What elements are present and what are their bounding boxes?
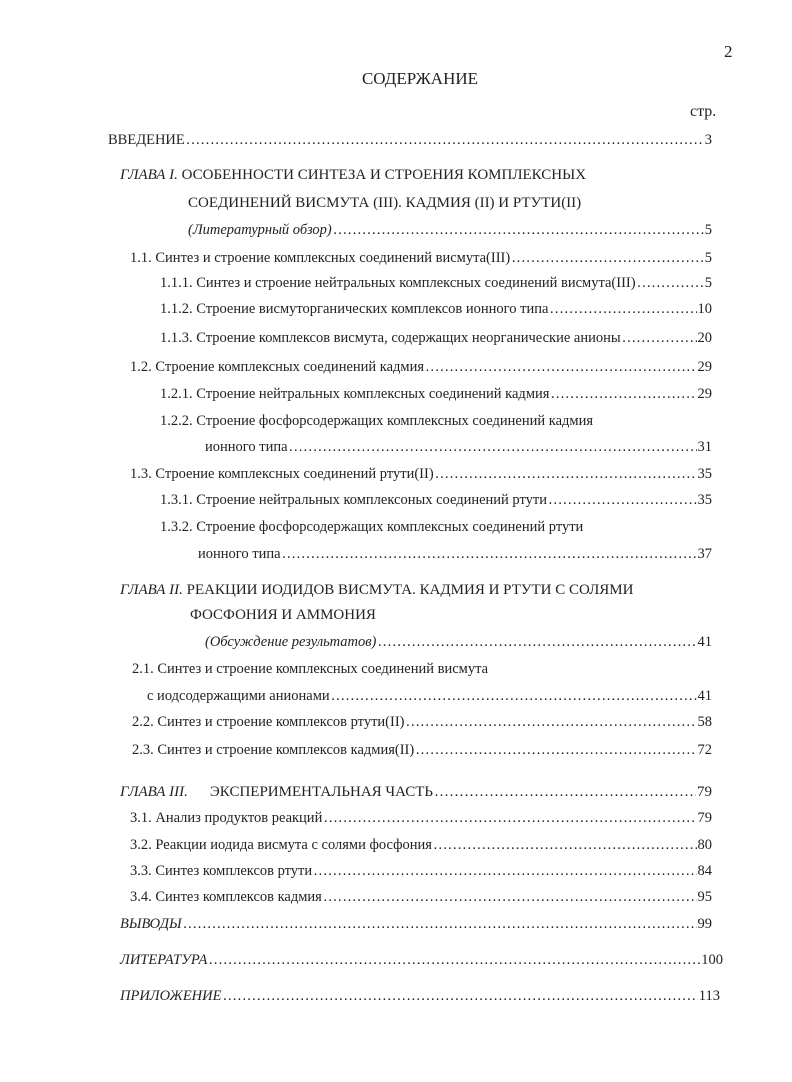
entry-text: (Обсуждение результатов) — [205, 634, 377, 650]
entry-page: 10 — [697, 301, 712, 317]
dot-leader — [186, 130, 704, 150]
toc-chapter-2-line3[interactable] — [205, 632, 712, 652]
toc-entry-2-1-line1[interactable]: 2.1. Синтез и строение комплексных соединений висмута — [132, 661, 489, 677]
entry-page: 99 — [697, 916, 712, 932]
entry-text: 1.1.2. Строение висмуторганических комплексов ионного типа — [160, 301, 549, 317]
toc-chapter-3[interactable] — [120, 782, 712, 802]
entry-page: 37 — [697, 546, 712, 562]
entry-text: ОСОБЕННОСТИ СИНТЕЗА И СТРОЕНИЯ КОМПЛЕКСНЫХ — [181, 167, 587, 183]
entry-page: 5 — [704, 250, 712, 266]
dot-leader — [435, 464, 697, 484]
entry-text: ВЫВОДЫ — [120, 916, 182, 932]
entry-text: 3.3. Синтез комплексов ртути — [130, 863, 313, 879]
entry-text: РЕАКЦИИ ИОДИДОВ ВИСМУТА. КАДМИЯ И РТУТИ С СОЛЯМИ — [186, 582, 634, 598]
entry-text: ЭКСПЕРИМЕНТАЛЬНАЯ ЧАСТЬ — [209, 784, 434, 800]
toc-entry-intro[interactable] — [108, 130, 712, 150]
entry-text: 1.3.1. Строение нейтральных комплексоных соединений ртути — [160, 492, 547, 508]
entry-page: 72 — [697, 742, 712, 758]
entry-text: 1.3. Строение комплексных соединений ртути(II) — [130, 466, 434, 482]
toc-entry-3-2[interactable] — [130, 835, 712, 855]
toc-entry-1-2-2-line2[interactable] — [205, 437, 712, 457]
toc-entry-1-3-2-line1[interactable]: 1.3.2. Строение фосфорсодержащих комплексных соединений ртути — [160, 519, 584, 535]
toc-entry-1-3-1[interactable] — [160, 490, 712, 510]
toc-chapter-1-line2: СОЕДИНЕНИЙ ВИСМУТА (III). КАДМИЯ (II) И РТУТИ(II) — [188, 195, 582, 211]
entry-text: 1.2.1. Строение нейтральных комплексных соединений кадмия — [160, 386, 550, 402]
entry-page: 58 — [697, 714, 712, 730]
dot-leader — [183, 914, 697, 934]
entry-page: 20 — [697, 330, 712, 346]
entry-page: 84 — [697, 863, 712, 879]
entry-text: ВВЕДЕНИЕ — [108, 132, 185, 148]
dot-leader — [406, 712, 697, 732]
page-number: 2 — [724, 42, 733, 61]
dot-leader — [323, 887, 697, 907]
dot-leader — [622, 328, 697, 348]
entry-page: 41 — [697, 688, 712, 704]
toc-entry-1-1-2[interactable] — [160, 299, 712, 319]
dot-leader — [323, 808, 696, 828]
toc-entry-1-1-1[interactable] — [160, 273, 712, 293]
dot-leader — [433, 835, 697, 855]
toc-entry-1-2[interactable] — [130, 357, 712, 377]
toc-entry-3-4[interactable] — [130, 887, 712, 907]
page-column-label: стр. — [690, 103, 717, 120]
dot-leader — [313, 861, 696, 881]
dot-leader — [333, 220, 704, 240]
toc-chapter-1-line3[interactable] — [188, 220, 712, 240]
toc-chapter-1-line1[interactable] — [120, 165, 586, 185]
entry-page: 5 — [704, 275, 712, 291]
dot-leader — [549, 299, 696, 319]
entry-page: 113 — [698, 988, 720, 1004]
toc-entry-1-2-1[interactable] — [160, 384, 712, 404]
entry-text: 1.1.1. Синтез и строение нейтральных комплексных соединений висмута(III) — [160, 275, 636, 291]
entry-text: 3.4. Синтез комплексов кадмия — [130, 889, 322, 905]
entry-text: 3.1. Анализ продуктов реакций — [130, 810, 323, 826]
entry-text: с иодсодержащими анионами — [147, 688, 330, 704]
entry-page: 29 — [697, 386, 712, 402]
entry-text: 1.1. Синтез и строение комплексных соединений висмута(III) — [130, 250, 511, 266]
entry-page: 95 — [697, 889, 712, 905]
entry-page: 5 — [704, 222, 712, 238]
toc-entry-1-2-2-line1[interactable]: 1.2.2. Строение фосфорсодержащих комплексных соединений кадмия — [160, 413, 594, 429]
chapter-prefix: ГЛАВА I. — [120, 167, 178, 183]
entry-page: 3 — [704, 132, 712, 148]
entry-text: (Литературный обзор) — [188, 222, 332, 238]
toc-entry-2-1-line2[interactable] — [147, 686, 712, 706]
toc-chapter-2-line1[interactable] — [120, 580, 633, 600]
dot-leader — [637, 273, 704, 293]
entry-text: ионного типа — [205, 439, 288, 455]
dot-leader — [548, 490, 697, 510]
entry-text: 1.1.3. Строение комплексов висмута, содержащих неорганические анионы — [160, 330, 621, 346]
entry-text: 1.2. Строение комплексных соединений кадмия — [130, 359, 425, 375]
toc-entry-literature[interactable] — [120, 950, 723, 970]
entry-page: 29 — [697, 359, 712, 375]
dot-leader — [434, 782, 696, 802]
toc-entry-1-1-3[interactable] — [160, 328, 712, 348]
entry-page: 100 — [701, 952, 723, 968]
entry-page: 31 — [697, 439, 712, 455]
entry-page: 41 — [697, 634, 712, 650]
toc-chapter-2-line2: ФОСФОНИЯ И АММОНИЯ — [190, 607, 376, 623]
entry-page: 79 — [697, 784, 712, 800]
chapter-prefix: ГЛАВА III. — [120, 784, 188, 800]
chapter-prefix: ГЛАВА II. — [120, 582, 183, 598]
dot-leader — [208, 950, 700, 970]
dot-leader — [282, 544, 697, 564]
toc-entry-3-3[interactable] — [130, 861, 712, 881]
entry-page: 35 — [697, 466, 712, 482]
toc-entry-2-2[interactable] — [132, 712, 712, 732]
entry-text: ПРИЛОЖЕНИЕ — [120, 988, 222, 1004]
entry-text: 2.2. Синтез и строение комплексов ртути(II) — [132, 714, 405, 730]
entry-page: 80 — [697, 837, 712, 853]
dot-leader — [425, 357, 696, 377]
dot-leader — [331, 686, 697, 706]
dot-leader — [377, 632, 696, 652]
toc-entry-1-3[interactable] — [130, 464, 712, 484]
entry-page: 79 — [697, 810, 712, 826]
toc-entry-2-3[interactable] — [132, 740, 712, 760]
toc-entry-1-1[interactable] — [130, 248, 712, 268]
dot-leader — [222, 986, 697, 1006]
toc-entry-conclusions[interactable] — [120, 914, 712, 934]
dot-leader — [511, 248, 704, 268]
toc-entry-3-1[interactable] — [130, 808, 712, 828]
dot-leader — [415, 740, 696, 760]
dot-leader — [289, 437, 697, 457]
dot-leader — [550, 384, 696, 404]
entry-text: 3.2. Реакции иодида висмута с солями фосфония — [130, 837, 432, 853]
page-title: СОДЕРЖАНИЕ — [361, 69, 479, 88]
toc-entry-1-3-2-line2[interactable] — [198, 544, 712, 564]
toc-entry-appendix[interactable] — [120, 986, 720, 1006]
entry-text: ЛИТЕРАТУРА — [120, 952, 208, 968]
entry-text: ионного типа — [198, 546, 281, 562]
entry-text: 2.3. Синтез и строение комплексов кадмия(II) — [132, 742, 415, 758]
entry-page: 35 — [697, 492, 712, 508]
